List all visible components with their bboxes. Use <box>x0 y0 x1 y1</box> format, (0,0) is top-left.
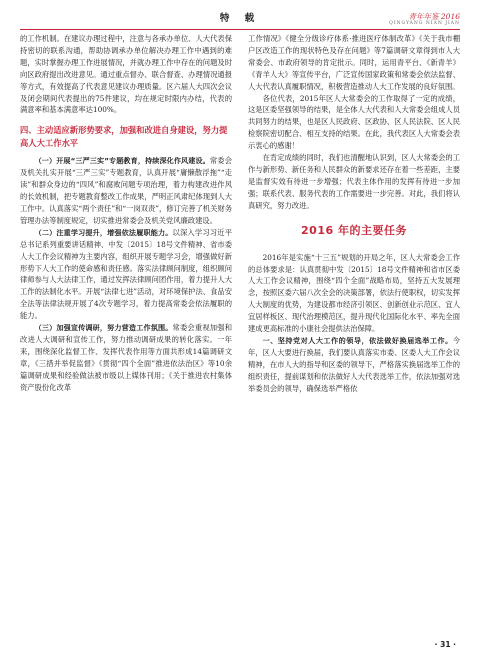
tasks-2016-paragraph: 2016年是实施“十三五”规划的开局之年，区人大常委会工作的总体要求是：认真贯彻中发〔2015〕18号文件精神和省市区委人大工作会议精神，围绕“四个全面”战略布局，坚持五大发展理念，按照区委六届八次全会的决策部署，依法行使职权，切实发挥人大制度的优势，为建设都市经济引领区、创新创业示范区、宜人宜居样板区、现代治理模范区，提升现代化国际化水平、率先全面建成更高标准的小康社会提供法治保障。 <box>248 252 460 334</box>
subsection-c-body: 常委会重视加强和改进人大调研和宣传工作，努力推动调研成果的转化落实。一年来，围绕深化监督工作、发挥代表作用等方面共形成14篇调研文章，《三措并举促监督》《贯彻“四个全面”推进依法治区》等10余篇调研成果和经验做法被市级以上媒体刊用；《关于推进农村集体资产股份化改革 <box>20 323 233 392</box>
header-rule <box>20 29 460 30</box>
subsection-c-lead: （三）加强宣传调研，努力营造工作氛围。 <box>34 323 173 333</box>
task-1-lead: 一、坚持党对人大工作的领导，依法做好换届选举工作。 <box>262 335 453 345</box>
running-header-title: 特 载 <box>219 13 261 24</box>
task-1-paragraph <box>248 335 460 395</box>
yearbook-brand <box>389 12 460 27</box>
brand-title: 青年年鉴 2016 <box>408 12 460 21</box>
page-number: · 31 · <box>434 640 456 649</box>
tasks-2016-heading: 2016 年的主要任务 <box>301 223 407 237</box>
left-column <box>20 33 232 393</box>
section-4-heading: 四、主动适应新形势要求，加强和改进自身建设，努力提高人大工作水平 <box>20 125 228 148</box>
subsection-b-paragraph <box>20 227 232 322</box>
thanks-paragraph: 各位代表，2015年区人大常委会的工作取得了一定的成绩，这是区委坚强领导的结果，是全体人大代表和人大常委会组成人员共同努力的结果，也是区人民政府、区政协、区人民法院、区人民检察院密切配合、相互支持的结果。在此，我代表区人大常委会表示衷心的感谢！ <box>248 93 460 151</box>
subsection-a-lead: （一）开展“三严三实”专题教育，持续深化作风建设。 <box>34 156 210 166</box>
shortcomings-paragraph: 在肯定成绩的同时，我们也清醒地认识到，区人大常委会的工作与新形势、新任务和人民群众的新要求还存在着一些差距，主要是监督实效有待进一步增强；代表主体作用的发挥有待进一步加强；联系代表、服务代表的工作需要进一步完善。对此，我们将认真研究，努力改进。 <box>248 153 460 210</box>
task-1-body: 今年，区人大要进行换届，我们要认真落实市委、区委人大工作会议精神，在市人大的指导和区委的领导下，严格落实换届选举工作的组织责任，提前谋划和依法做好人大代表选举工作，依法加强对选举委员会的领导，确保选举严格依 <box>248 335 460 393</box>
subsection-b-lead: （二）注重学习提升，增强依法履职能力。 <box>34 227 173 237</box>
subsection-a-body: 常委会及机关扎实开展“三严三实”专题教育，认真开展“庸懒散浮拖”“走读”和群众身边的“四风”和腐败问题专项治理，着力构建改进作风的长效机制，把专题教育整改工作成果，严明正风肃纪体现到人大工作中。认真落实“两个责任”和“一岗双责”，修订完善了机关财务管理办法等制度规定，切实推进常委会及机关党风廉政建设。 <box>20 156 233 225</box>
brand-pinyin: QINGYANG NIAN JIAN <box>389 21 460 26</box>
right-intro-paragraph: 工作情况》《健全分级诊疗体系·推进医疗体制改革》《关于我市棚户区改造工作的现状特色及存在问题》等7篇调研文章得到市人大常委会、市政府领导的肯定批示。同时，运用青平台、《新青羊》《青羊人大》等宣传平台，广泛宣传国家政策和常委会依法监督、人大代表认真履职情况，积极营造推动人大工作发展的良好氛围。 <box>248 34 460 91</box>
left-intro-paragraph: 的工作机制。在建议办理过程中，注意与各承办单位、人大代表保持密切的联系沟通，帮助协调承办单位解决办理工作中遇到的难题，实时掌握办理工作进展情况，并就办理工作中存在的问题及时向区政府提出改进意见。通过重点督办、联合督查、办理情况通报等方式，有效提高了代表意见建议办理质量。区六届人大四次会议及闭会期间代表提出的75件建议，均在规定时限内办结，代表的满意率和基本满意率达100%。 <box>20 34 232 115</box>
right-column <box>248 33 460 394</box>
subsection-c-paragraph <box>20 322 232 393</box>
subsection-a-paragraph <box>20 155 232 226</box>
subsection-b-body: 以深入学习习近平总书记系列重要讲话精神、中发〔2015〕18号文件精神、省市委人大工作会议精神为主要内容，组织开展专题学习会，增强做好新形势下人大工作的使命感和责任感。落实法律顾问制度，组织顾问律师参与人大法律工作，通过发挥法律顾问团作用，着力提升人大工作的法制化水平。开展“法律七进”活动，对环境保护法、食品安全法等法律法规开展了4次专题学习，着力提高常委会依法履职的能力。 <box>20 227 233 321</box>
